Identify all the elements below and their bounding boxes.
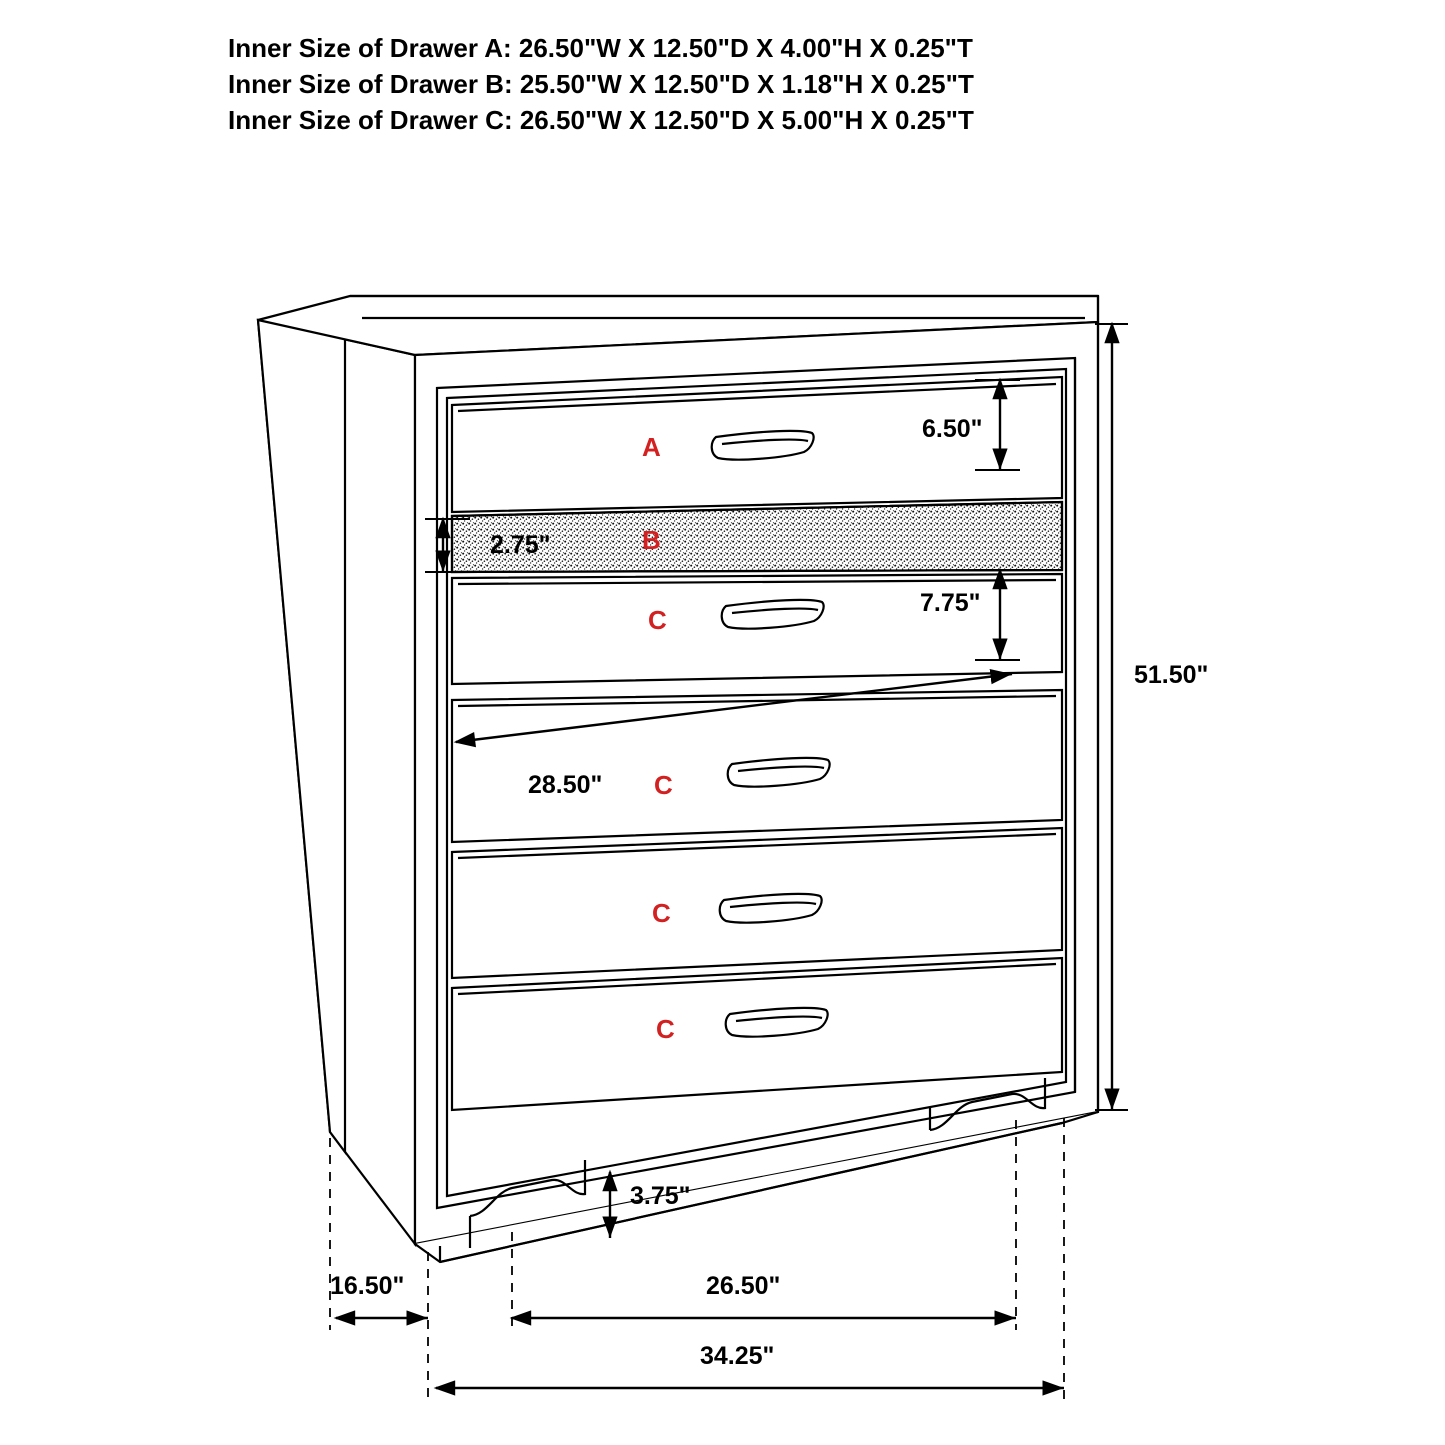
dim-label-drawer-width: 28.50" xyxy=(528,771,603,799)
dim-label-top-width: 26.50" xyxy=(706,1272,781,1300)
dim-label-depth: 16.50" xyxy=(330,1272,405,1300)
spec-line-drawer-a: Inner Size of Drawer A: 26.50"W X 12.50"D X 4.00"H X 0.25"T xyxy=(228,33,973,63)
drawer-label-c-1: C xyxy=(648,605,667,635)
dim-label-overall-width: 34.25" xyxy=(700,1342,775,1370)
drawer-label-b: B xyxy=(642,525,661,555)
drawer-label-c-4: C xyxy=(656,1014,675,1044)
spec-line-drawer-b: Inner Size of Drawer B: 25.50"W X 12.50"D X 1.18"H X 0.25"T xyxy=(228,69,974,99)
dim-label-drawer-a-height: 6.50" xyxy=(922,415,983,443)
dim-label-overall-height: 51.50" xyxy=(1134,661,1209,689)
drawer-label-c-3: C xyxy=(652,898,671,928)
spec-line-drawer-c: Inner Size of Drawer C: 26.50"W X 12.50"D X 5.00"H X 0.25"T xyxy=(228,105,974,135)
dim-label-leg-height: 3.75" xyxy=(630,1182,691,1210)
drawer-label-c-2: C xyxy=(654,770,673,800)
drawer-label-a: A xyxy=(642,432,661,462)
dim-label-drawer-b-height: 2.75" xyxy=(490,531,551,559)
dim-label-drawer-c-height: 7.75" xyxy=(920,589,981,617)
